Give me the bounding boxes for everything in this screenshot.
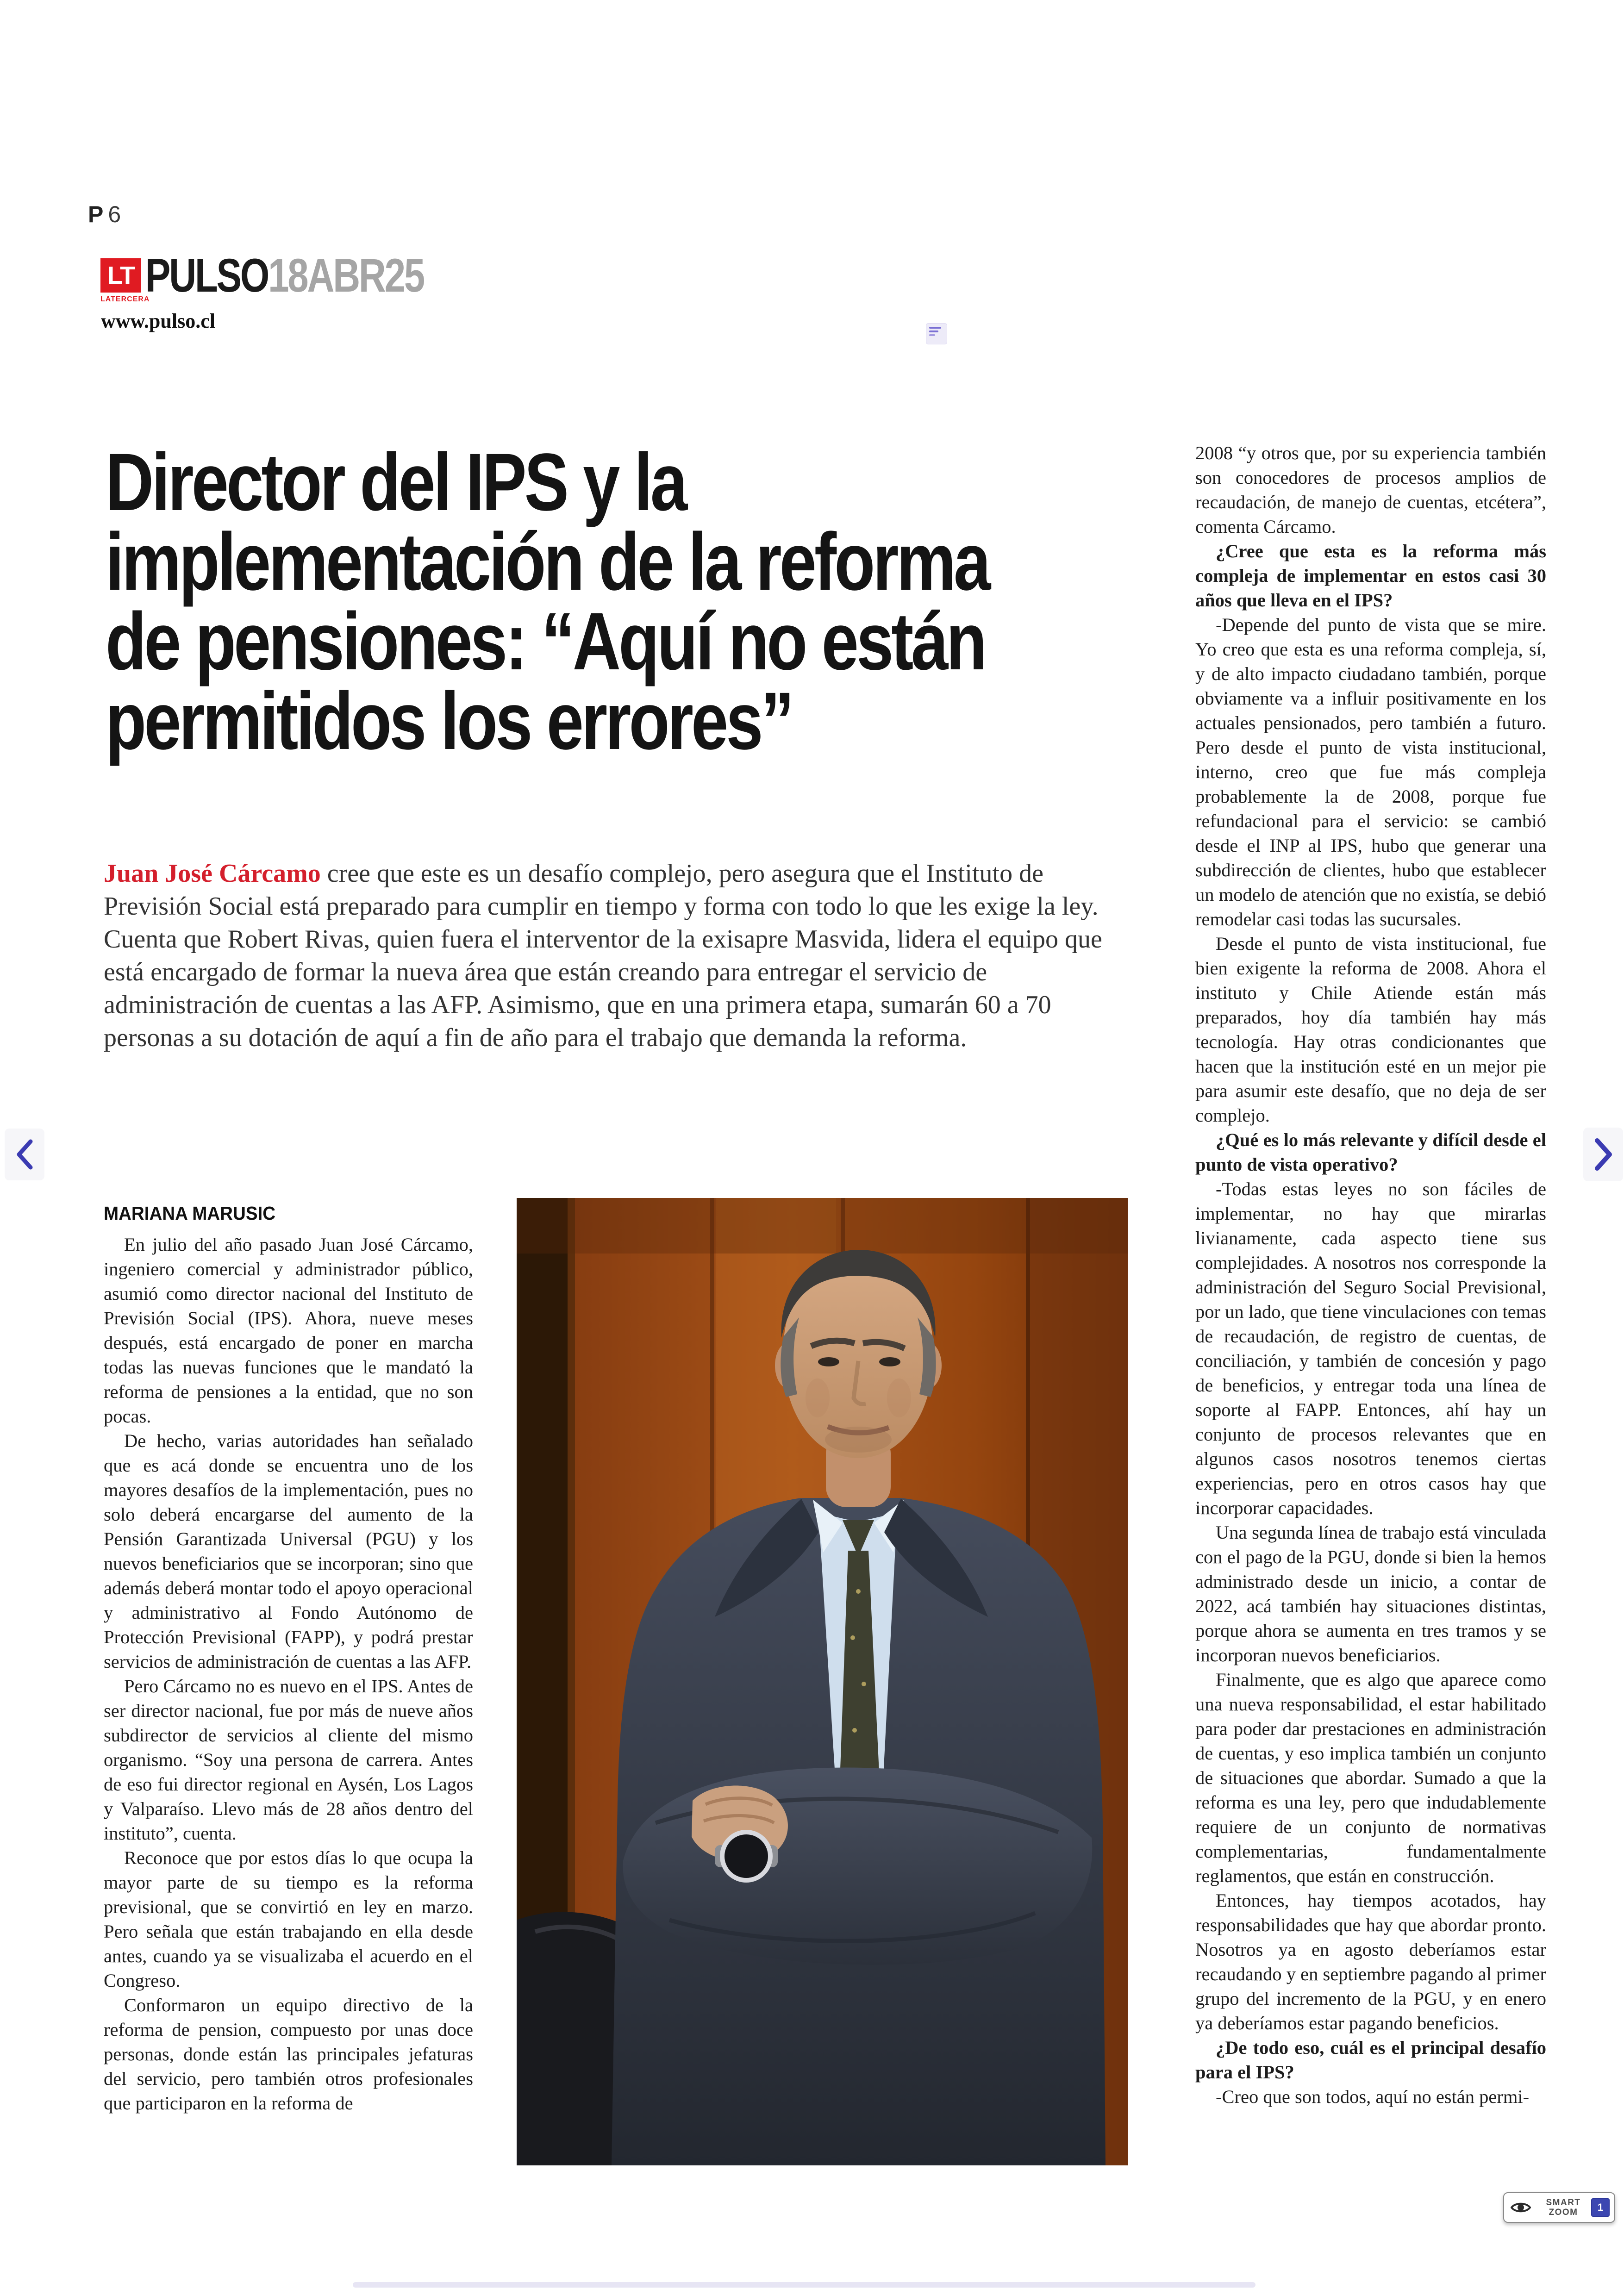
edition-date: 18ABR25 bbox=[268, 249, 424, 302]
lede-lead-name: Juan José Cárcamo bbox=[104, 859, 321, 888]
article-lede bbox=[104, 857, 1113, 1054]
page-number-value: 6 bbox=[108, 201, 121, 227]
article-paragraph: De hecho, varias autoridades han señalado que es acá donde se encuentra uno de los mayores desafíos de la implementación, pues no solo deberá encargarse del aumento de la Pensión Garantizada Universal (PGU) y los nuevos beneficiarios que se incorporan; sino que además deberá montar todo el apoyo operacional y administrativo al Fondo Autónomo de Protección Previsional (FAPP), y podrá prestar servicios de administración de cuentas a las AFP. bbox=[104, 1430, 473, 1672]
page-number bbox=[88, 201, 121, 228]
article-paragraph: En julio del año pasado Juan José Cárcamo, ingeniero comercial y administrador público, asumió como director nacional del Instituto de Previsión Social (IPS). Ahora, nueve meses después, está encargado de poner en marcha todas las nuevas funciones que le mandató la reforma de pensiones a la entidad, que no son pocas. bbox=[104, 1234, 473, 1427]
headline-line: permitidos los errores” bbox=[106, 676, 792, 767]
lede-text: cree que este es un desafío complejo, pero asegura que el Instituto de Previsión Social está preparado para cumplir en tiempo y forma con todo lo que les exige la ley. Cuenta que Robert Rivas, quien fuera el interventor de la exisapre Masvida, lidera el equipo que está encargado de formar la nueva área que están creando para entregar el servicio de administración de cuentas a las AFP. Asimismo, que en una primera etapa, sumarán 60 a 70 personas a su dotación de aquí a fin de año para el trabajo que demanda la reforma. bbox=[104, 859, 1102, 1052]
headline-line: implementación de la reforma bbox=[106, 517, 989, 607]
la-tercera-logo bbox=[100, 258, 141, 293]
website-url: www.pulso.cl bbox=[101, 310, 215, 332]
headline-line: de pensiones: “Aquí no están bbox=[106, 596, 985, 687]
annotation-marker-icon[interactable] bbox=[926, 323, 947, 344]
article-paragraph: Reconoce que por estos días lo que ocupa la mayor parte de su tiempo es la reforma previsional, que se convirtió en ley en marzo. Pero señala que están trabajando en ella desde antes, cuando ya se visualizaba el acuerdo en el Congreso. bbox=[104, 1847, 473, 1991]
byline: MARIANA MARUSIC bbox=[104, 1203, 276, 1224]
prev-page-button[interactable] bbox=[5, 1129, 44, 1180]
article-paragraph: Pero Cárcamo no es nuevo en el IPS. Antes de ser director nacional, fue por más de nueve años subdirector de servicios al cliente del mismo organismo. “Soy una persona de carrera. Antes de eso fui director regional en Aysén, Los Lagos y Valparaíso. Llevo más de 28 años dentro del instituto”, cuenta. bbox=[104, 1676, 473, 1844]
article-paragraph: -Creo que son todos, aquí no están permi- bbox=[1216, 2086, 1530, 2107]
eye-icon bbox=[1511, 2201, 1531, 2214]
la-tercera-sub-label: LATERCERA bbox=[100, 295, 150, 303]
horizontal-scrollbar[interactable] bbox=[353, 2282, 1255, 2288]
smart-zoom-label-line1: SMART bbox=[1546, 2198, 1581, 2208]
lt-logo-text: LT bbox=[107, 262, 134, 289]
article-paragraph: -Depende del punto de vista que se mire. Yo creo que esta es una reforma compleja, sí, y de alto impacto ciudadano también, porque obviamente va a influir positivamente en los actuales pensionados, pero también a futuro. Pero desde el punto de vista institucional, interno, creo que fue más compleja probablemente la de 2008, porque fue refundacional para el servicio: se cambió desde el INP al IPS, hubo que generar una subdirección de clientes, hubo que establecer un modelo de atención que no existía, se debió remodelar casi todas las sucursales. bbox=[1195, 614, 1546, 929]
portrait-photo bbox=[517, 1198, 1128, 2165]
interview-question: ¿De todo eso, cuál es el principal desafío para el IPS? bbox=[1195, 2037, 1546, 2083]
interview-question: ¿Cree que esta es la reforma más compleja de implementar en estos casi 30 años que lleva en el IPS? bbox=[1195, 541, 1546, 611]
article-column-left bbox=[104, 1232, 473, 2184]
article-paragraph: Finalmente, que es algo que aparece como una nueva responsabilidad, el estar habilitado para poder dar prestaciones en administración de cuentas, y eso implica también un conjunto de situaciones que abordar. Sumado a que la reforma es una ley, pero que indudablemente requiere de un conjunto de normativas complementarias, fundamentalmente reglamentos, que están en construcción. bbox=[1195, 1669, 1546, 1886]
smart-zoom-badge: 1 bbox=[1591, 2198, 1610, 2217]
smart-zoom-label bbox=[1536, 2198, 1591, 2217]
article-paragraph: Conformaron un equipo directivo de la reforma de pension, compuesto por unas doce personas, donde están las principales jefaturas del servicio, pero también otros profesionales que participaron en la reforma de bbox=[104, 1995, 473, 2114]
article-paragraph: 2008 “y otros que, por su experiencia también son conocedores de procesos amplios de recaudación, de manejo de cuentas, etcétera”, comenta Cárcamo. bbox=[1195, 443, 1546, 537]
brand-name: PULSO bbox=[145, 249, 269, 302]
chevron-right-icon bbox=[1593, 1137, 1613, 1172]
article-paragraph: Desde el punto de vista institucional, fue bien exigente la reforma de 2008. Ahora el instituto y Chile Atiende están más preparados, hoy día también hay más tecnología. Hay otras condicionantes que hacen que la institución esté en un mejor pie para asumir este desafío, que no deja de ser complejo. bbox=[1195, 933, 1546, 1126]
headline-line: Director del IPS y la bbox=[106, 437, 686, 528]
interview-question: ¿Qué es lo más relevante y difícil desde el punto de vista operativo? bbox=[1195, 1129, 1546, 1175]
article-column-right bbox=[1195, 441, 1546, 2184]
chevron-left-icon bbox=[15, 1139, 34, 1170]
masthead bbox=[145, 249, 424, 302]
article-paragraph: Una segunda línea de trabajo está vinculada con el pago de la PGU, donde si bien la hemos administrado desde un inicio, a contar de 2022, acá también hay situaciones distintas, porque ahora se aumenta en tres tramos y se incorporan nuevos beneficiarios. bbox=[1195, 1522, 1546, 1665]
page-number-prefix: P bbox=[88, 201, 104, 227]
article-paragraph: -Todas estas leyes no son fáciles de implementar, no hay que mirarlas livianamente, cada aspecto tiene sus complejidades. A nosotros nos corresponde la administración del Seguro Social Previsional, por un lado, que tiene vinculaciones con temas de recaudación, de registro de cuentas, de conciliación, y también de concesión y pago de beneficios, y entregar toda una línea de soporte al FAPP. Entonces, ahí hay un conjunto de procesos relevantes que en algunos casos nosotros tenemos ciertas experiencias, pero en otros casos hay que incorporar capacidades. bbox=[1195, 1179, 1546, 1518]
article-paragraph: Entonces, hay tiempos acotados, hay responsabilidades que hay que abordar pronto. Nosotros ya en agosto deberíamos estar recaudando y en septiembre pagando al primer grupo del incremento de la PGU, y en enero ya deberíamos estar pagando beneficios. bbox=[1195, 1890, 1546, 2033]
smart-zoom-label-line2: ZOOM bbox=[1549, 2208, 1578, 2217]
next-page-button[interactable] bbox=[1583, 1128, 1623, 1181]
article-headline bbox=[106, 437, 1182, 767]
smart-zoom-button[interactable] bbox=[1503, 2192, 1615, 2223]
